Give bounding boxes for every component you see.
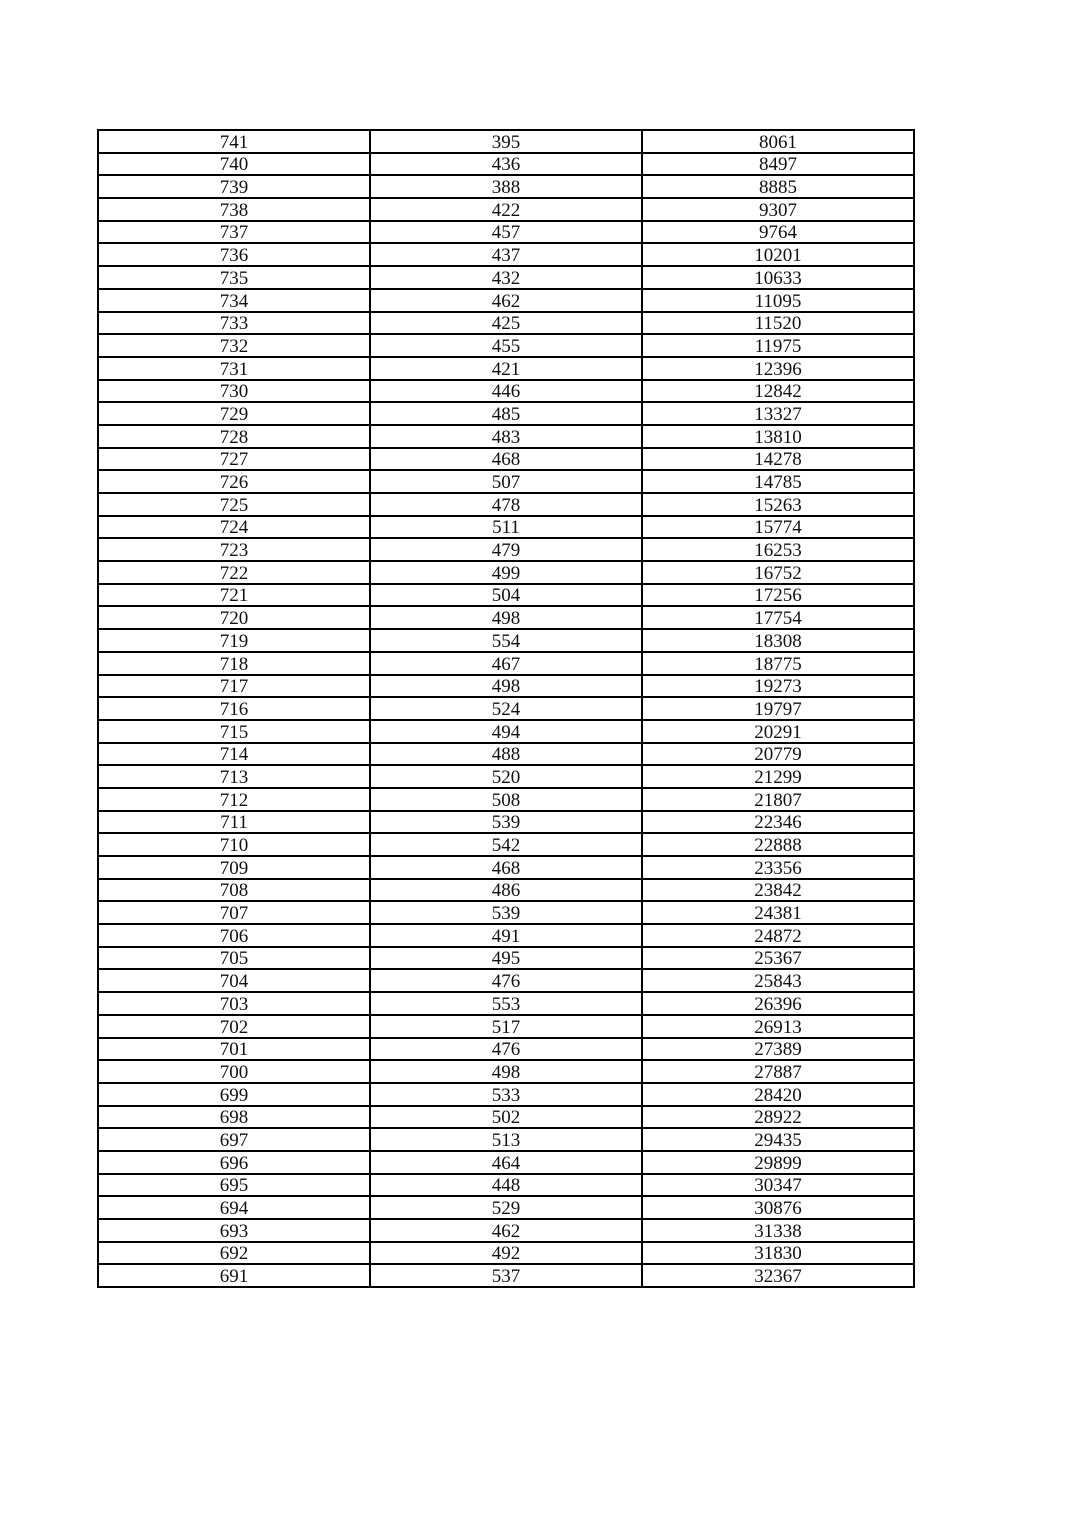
count-cell: 486 — [370, 879, 642, 902]
cumulative-cell: 26913 — [642, 1015, 914, 1038]
score-cell: 727 — [98, 448, 370, 471]
cumulative-cell: 8885 — [642, 175, 914, 198]
score-cell: 693 — [98, 1219, 370, 1242]
score-cell: 695 — [98, 1174, 370, 1197]
table-row — [98, 788, 914, 811]
cumulative-cell: 15263 — [642, 493, 914, 516]
table-row — [98, 1151, 914, 1174]
score-cell: 722 — [98, 561, 370, 584]
cumulative-cell: 9307 — [642, 198, 914, 221]
table-row — [98, 198, 914, 221]
count-cell: 455 — [370, 334, 642, 357]
table-row — [98, 493, 914, 516]
score-cell: 710 — [98, 833, 370, 856]
score-cell: 730 — [98, 380, 370, 403]
table-row — [98, 1242, 914, 1265]
count-cell: 468 — [370, 856, 642, 879]
table-row — [98, 1060, 914, 1083]
cumulative-cell: 12842 — [642, 380, 914, 403]
count-cell: 508 — [370, 788, 642, 811]
cumulative-cell: 14278 — [642, 448, 914, 471]
table-row — [98, 289, 914, 312]
count-cell: 476 — [370, 1038, 642, 1061]
table-row — [98, 312, 914, 335]
count-cell: 395 — [370, 130, 642, 153]
count-cell: 507 — [370, 470, 642, 493]
cumulative-cell: 28420 — [642, 1083, 914, 1106]
table-row — [98, 743, 914, 766]
count-cell: 511 — [370, 516, 642, 539]
table-row — [98, 969, 914, 992]
cumulative-cell: 16253 — [642, 538, 914, 561]
cumulative-cell: 25843 — [642, 969, 914, 992]
cumulative-cell: 10201 — [642, 243, 914, 266]
score-cell: 703 — [98, 992, 370, 1015]
cumulative-cell: 31830 — [642, 1242, 914, 1265]
score-cell: 692 — [98, 1242, 370, 1265]
cumulative-cell: 18775 — [642, 652, 914, 675]
table-row — [98, 516, 914, 539]
score-cell: 737 — [98, 221, 370, 244]
cumulative-cell: 11095 — [642, 289, 914, 312]
count-cell: 464 — [370, 1151, 642, 1174]
score-cell: 707 — [98, 901, 370, 924]
score-cell: 720 — [98, 606, 370, 629]
score-cell: 732 — [98, 334, 370, 357]
count-cell: 437 — [370, 243, 642, 266]
count-cell: 539 — [370, 901, 642, 924]
cumulative-cell: 21807 — [642, 788, 914, 811]
count-cell: 498 — [370, 1060, 642, 1083]
cumulative-cell: 14785 — [642, 470, 914, 493]
table-row — [98, 947, 914, 970]
score-cell: 716 — [98, 697, 370, 720]
cumulative-cell: 17256 — [642, 584, 914, 607]
table-row — [98, 1038, 914, 1061]
score-distribution-table — [97, 129, 915, 1288]
table-row — [98, 357, 914, 380]
table-row — [98, 1015, 914, 1038]
count-cell: 467 — [370, 652, 642, 675]
count-cell: 517 — [370, 1015, 642, 1038]
table-row — [98, 221, 914, 244]
count-cell: 448 — [370, 1174, 642, 1197]
count-cell: 554 — [370, 629, 642, 652]
score-cell: 717 — [98, 675, 370, 698]
cumulative-cell: 22346 — [642, 811, 914, 834]
table-row — [98, 606, 914, 629]
table-row — [98, 243, 914, 266]
cumulative-cell: 23356 — [642, 856, 914, 879]
cumulative-cell: 9764 — [642, 221, 914, 244]
score-cell: 691 — [98, 1264, 370, 1287]
table-row — [98, 697, 914, 720]
count-cell: 476 — [370, 969, 642, 992]
count-cell: 539 — [370, 811, 642, 834]
table-row — [98, 652, 914, 675]
cumulative-cell: 32367 — [642, 1264, 914, 1287]
score-cell: 718 — [98, 652, 370, 675]
score-cell: 701 — [98, 1038, 370, 1061]
score-cell: 698 — [98, 1106, 370, 1129]
cumulative-cell: 28922 — [642, 1106, 914, 1129]
count-cell: 498 — [370, 675, 642, 698]
count-cell: 524 — [370, 697, 642, 720]
score-cell: 738 — [98, 198, 370, 221]
score-cell: 726 — [98, 470, 370, 493]
score-cell: 696 — [98, 1151, 370, 1174]
table-row — [98, 1083, 914, 1106]
count-cell: 432 — [370, 266, 642, 289]
cumulative-cell: 13327 — [642, 402, 914, 425]
score-cell: 731 — [98, 357, 370, 380]
cumulative-cell: 30876 — [642, 1196, 914, 1219]
table-row — [98, 879, 914, 902]
count-cell: 468 — [370, 448, 642, 471]
count-cell: 462 — [370, 289, 642, 312]
count-cell: 502 — [370, 1106, 642, 1129]
count-cell: 483 — [370, 425, 642, 448]
score-cell: 706 — [98, 924, 370, 947]
table-row — [98, 1174, 914, 1197]
cumulative-cell: 13810 — [642, 425, 914, 448]
score-cell: 725 — [98, 493, 370, 516]
score-cell: 728 — [98, 425, 370, 448]
count-cell: 529 — [370, 1196, 642, 1219]
score-cell: 741 — [98, 130, 370, 153]
cumulative-cell: 19797 — [642, 697, 914, 720]
table-row — [98, 538, 914, 561]
count-cell: 537 — [370, 1264, 642, 1287]
score-cell: 712 — [98, 788, 370, 811]
score-cell: 736 — [98, 243, 370, 266]
table-row — [98, 675, 914, 698]
count-cell: 499 — [370, 561, 642, 584]
table-row — [98, 720, 914, 743]
count-cell: 492 — [370, 1242, 642, 1265]
count-cell: 513 — [370, 1128, 642, 1151]
cumulative-cell: 22888 — [642, 833, 914, 856]
table-row — [98, 629, 914, 652]
cumulative-cell: 23842 — [642, 879, 914, 902]
table-row — [98, 992, 914, 1015]
count-cell: 495 — [370, 947, 642, 970]
cumulative-cell: 30347 — [642, 1174, 914, 1197]
table-body — [98, 130, 914, 1287]
score-cell: 729 — [98, 402, 370, 425]
table-row — [98, 1264, 914, 1287]
table-row — [98, 266, 914, 289]
cumulative-cell: 31338 — [642, 1219, 914, 1242]
score-cell: 711 — [98, 811, 370, 834]
count-cell: 422 — [370, 198, 642, 221]
table-row — [98, 175, 914, 198]
score-cell: 723 — [98, 538, 370, 561]
cumulative-cell: 29899 — [642, 1151, 914, 1174]
table-row — [98, 765, 914, 788]
score-cell: 740 — [98, 153, 370, 176]
cumulative-cell: 27887 — [642, 1060, 914, 1083]
score-cell: 721 — [98, 584, 370, 607]
score-cell: 739 — [98, 175, 370, 198]
table-row — [98, 402, 914, 425]
count-cell: 542 — [370, 833, 642, 856]
score-cell: 702 — [98, 1015, 370, 1038]
table-row — [98, 425, 914, 448]
score-cell: 733 — [98, 312, 370, 335]
score-cell: 735 — [98, 266, 370, 289]
cumulative-cell: 11975 — [642, 334, 914, 357]
count-cell: 494 — [370, 720, 642, 743]
table-row — [98, 1196, 914, 1219]
table-row — [98, 130, 914, 153]
count-cell: 533 — [370, 1083, 642, 1106]
cumulative-cell: 16752 — [642, 561, 914, 584]
cumulative-cell: 12396 — [642, 357, 914, 380]
cumulative-cell: 20291 — [642, 720, 914, 743]
score-cell: 715 — [98, 720, 370, 743]
score-cell: 708 — [98, 879, 370, 902]
count-cell: 421 — [370, 357, 642, 380]
score-cell: 724 — [98, 516, 370, 539]
count-cell: 553 — [370, 992, 642, 1015]
cumulative-cell: 8497 — [642, 153, 914, 176]
table-row — [98, 153, 914, 176]
count-cell: 425 — [370, 312, 642, 335]
score-cell: 705 — [98, 947, 370, 970]
count-cell: 478 — [370, 493, 642, 516]
count-cell: 388 — [370, 175, 642, 198]
cumulative-cell: 10633 — [642, 266, 914, 289]
count-cell: 462 — [370, 1219, 642, 1242]
score-cell: 699 — [98, 1083, 370, 1106]
cumulative-cell: 21299 — [642, 765, 914, 788]
count-cell: 491 — [370, 924, 642, 947]
cumulative-cell: 15774 — [642, 516, 914, 539]
count-cell: 479 — [370, 538, 642, 561]
table-row — [98, 584, 914, 607]
count-cell: 485 — [370, 402, 642, 425]
count-cell: 520 — [370, 765, 642, 788]
score-cell: 734 — [98, 289, 370, 312]
table-row — [98, 901, 914, 924]
cumulative-cell: 8061 — [642, 130, 914, 153]
count-cell: 457 — [370, 221, 642, 244]
table-row — [98, 448, 914, 471]
cumulative-cell: 26396 — [642, 992, 914, 1015]
table-row — [98, 856, 914, 879]
count-cell: 446 — [370, 380, 642, 403]
table-row — [98, 470, 914, 493]
cumulative-cell: 29435 — [642, 1128, 914, 1151]
score-cell: 700 — [98, 1060, 370, 1083]
cumulative-cell: 17754 — [642, 606, 914, 629]
table-row — [98, 833, 914, 856]
cumulative-cell: 25367 — [642, 947, 914, 970]
count-cell: 488 — [370, 743, 642, 766]
score-cell: 694 — [98, 1196, 370, 1219]
table-row — [98, 811, 914, 834]
cumulative-cell: 19273 — [642, 675, 914, 698]
table-row — [98, 1106, 914, 1129]
score-cell: 713 — [98, 765, 370, 788]
table-row — [98, 1128, 914, 1151]
cumulative-cell: 18308 — [642, 629, 914, 652]
count-cell: 436 — [370, 153, 642, 176]
table-row — [98, 380, 914, 403]
score-cell: 704 — [98, 969, 370, 992]
score-cell: 709 — [98, 856, 370, 879]
cumulative-cell: 20779 — [642, 743, 914, 766]
cumulative-cell: 27389 — [642, 1038, 914, 1061]
table-row — [98, 924, 914, 947]
score-cell: 697 — [98, 1128, 370, 1151]
cumulative-cell: 24872 — [642, 924, 914, 947]
cumulative-cell: 24381 — [642, 901, 914, 924]
cumulative-cell: 11520 — [642, 312, 914, 335]
score-cell: 714 — [98, 743, 370, 766]
table-row — [98, 561, 914, 584]
table-row — [98, 334, 914, 357]
table-row — [98, 1219, 914, 1242]
count-cell: 504 — [370, 584, 642, 607]
score-cell: 719 — [98, 629, 370, 652]
count-cell: 498 — [370, 606, 642, 629]
